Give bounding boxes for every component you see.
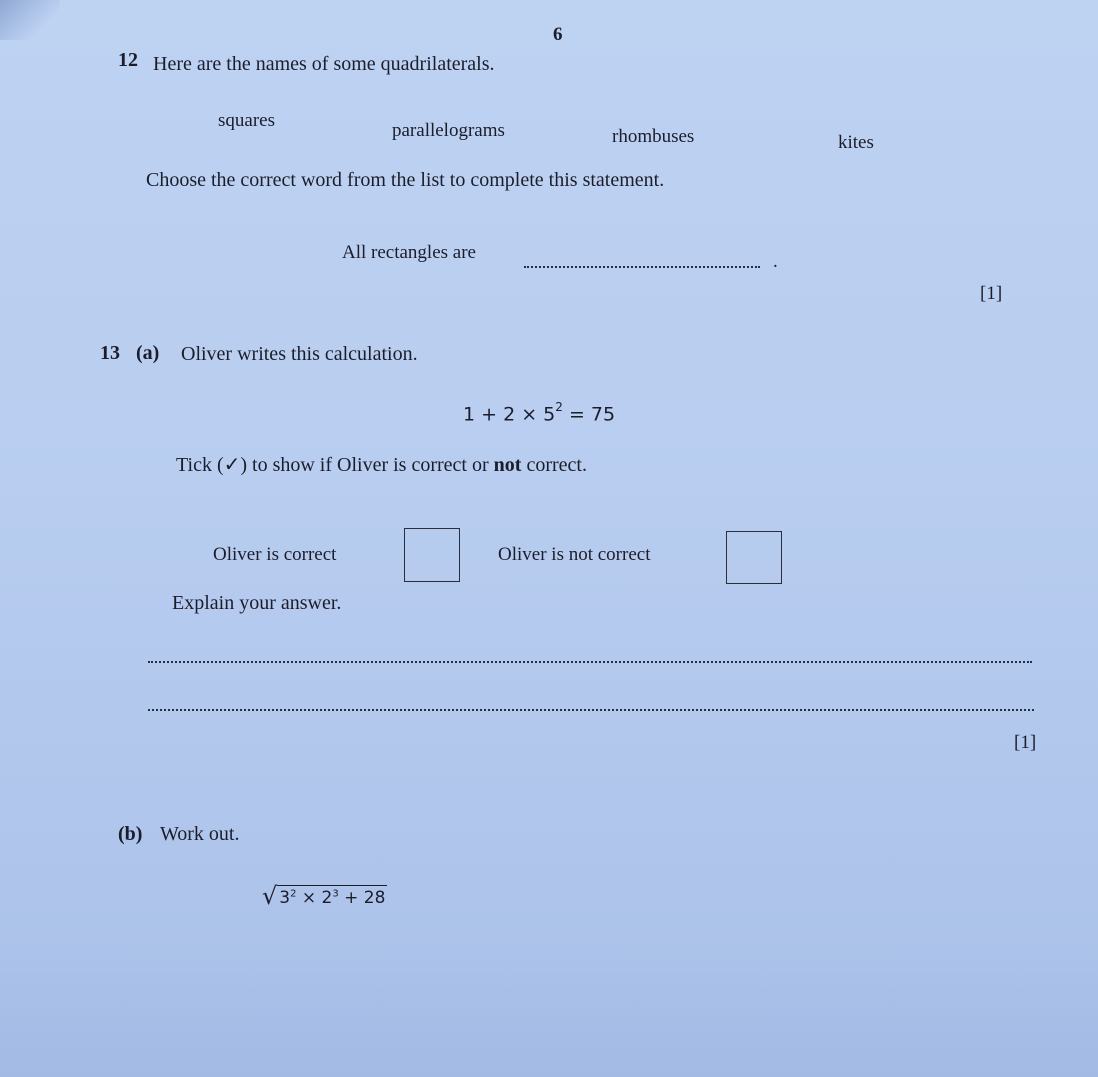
q13-number: 13 <box>100 342 120 364</box>
q12-full-stop: . <box>773 251 778 272</box>
word-squares: squares <box>218 110 275 131</box>
page-corner-shadow <box>0 0 60 40</box>
radicand <box>277 885 387 908</box>
radicand-power-1: 2 <box>290 888 297 900</box>
word-parallelograms: parallelograms <box>392 120 505 141</box>
square-root-sign: √ <box>262 882 278 910</box>
word-kites: kites <box>838 132 874 153</box>
radicand-times: × 2 <box>296 888 333 908</box>
oliver-correct-checkbox[interactable] <box>404 528 460 582</box>
q13b-label: (b) <box>118 823 143 845</box>
calc-power: 2 <box>555 400 563 414</box>
q12-intro: Here are the names of some quadrilaterals. <box>153 53 495 75</box>
tick-text-not: not <box>493 454 522 476</box>
q13b-intro: Work out. <box>160 823 240 845</box>
word-rhombuses: rhombuses <box>612 126 695 147</box>
q12-statement: All rectangles are <box>342 242 476 263</box>
q13a-marks: [1] <box>1014 732 1037 753</box>
q13a-tick-instruction <box>176 452 587 477</box>
explanation-line-2[interactable] <box>148 709 1034 711</box>
square-root-expression <box>262 884 387 908</box>
radicand-tail: + 28 <box>338 888 386 908</box>
explain-prompt: Explain your answer. <box>172 592 342 614</box>
radicand-power-2: 3 <box>332 888 339 900</box>
q12-answer-line[interactable] <box>524 266 760 268</box>
option-not-correct-label: Oliver is not correct <box>498 544 651 565</box>
calc-lhs: 1 + 2 × 5 <box>463 403 556 426</box>
q13a-intro: Oliver writes this calculation. <box>181 343 418 365</box>
explanation-line-1[interactable] <box>148 661 1032 663</box>
option-correct-label: Oliver is correct <box>213 544 337 565</box>
q13a-label: (a) <box>136 342 160 364</box>
page-number: 6 <box>553 24 563 45</box>
q12-marks: [1] <box>980 283 1003 304</box>
radicand-base-1: 3 <box>279 888 291 908</box>
calc-rhs: = 75 <box>562 403 616 426</box>
oliver-not-correct-checkbox[interactable] <box>726 531 782 584</box>
tick-text-after: correct. <box>521 454 587 476</box>
oliver-calculation <box>463 402 615 425</box>
page-bottom-shadow <box>0 937 1098 1077</box>
q12-instruction: Choose the correct word from the list to complete this statement. <box>146 169 665 191</box>
q12-number: 12 <box>118 49 138 71</box>
tick-text-before: Tick (✓) to show if Oliver is correct or <box>176 454 494 476</box>
